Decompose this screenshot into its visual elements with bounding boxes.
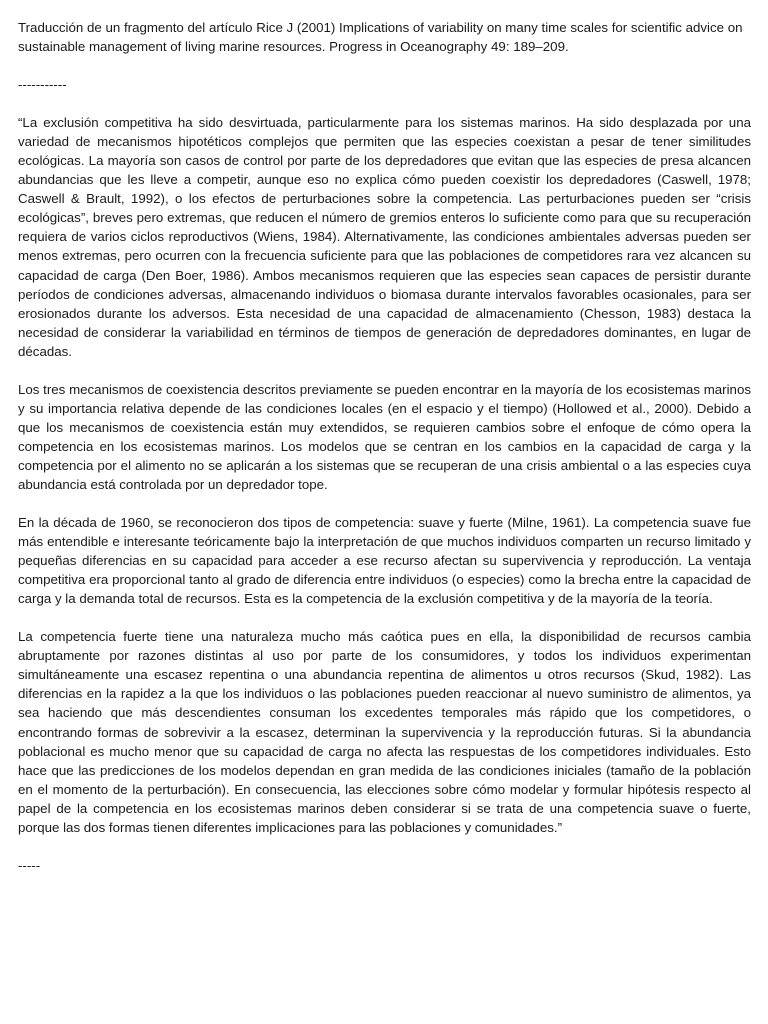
spacer bbox=[18, 494, 751, 513]
article-reference-header: Traducción de un fragmento del artículo Rice J (2001) Implications of variability on many time scales for scientific advice on sustainable management of living marine resources. Progress in Oceanography 49: 189–209. bbox=[18, 20, 743, 55]
document-page bbox=[18, 18, 751, 875]
top-separator: ----------- bbox=[18, 77, 67, 93]
paragraph-3: En la década de 1960, se reconocieron dos tipos de competencia: suave y fuerte (Milne, 1961). La competencia suave fue más entendible e interesante teóricamente bajo la interpretación de que muchos individuos comparten un recurso limitado y pequeñas diferencias en su capacidad para acceder a ese recurso afectan su supervivencia y reproducción. La ventaja competitiva era proporcional tanto al grado de diferencia entre individuos (o especies) como la brecha entre la capacidad de carga y la demanda total de recursos. Esta es la competencia de la exclusión competitiva y de la mayoría de la teoría. bbox=[18, 515, 751, 607]
bottom-separator: ----- bbox=[18, 857, 41, 873]
spacer bbox=[18, 56, 751, 75]
spacer bbox=[18, 837, 751, 856]
spacer bbox=[18, 608, 751, 627]
paragraph-4: La competencia fuerte tiene una naturaleza mucho más caótica pues en ella, la disponibilidad de recursos cambia abruptamente por razones distintas al uso por parte de los consumidores, y todos los individuos experimentan simultáneamente una escasez repentina o una abundancia repentina de alimentos u otros recursos (Skud, 1982). Las diferencias en la rapidez a la que los individuos o las poblaciones pueden reaccionar al nuevo suministro de alimentos, ya sea haciendo que más descendientes consuman los excedentes temporales más rápido que los competidores, o encontrando formas de sobrevivir a la escasez, determinan la supervivencia y la reproducción futuras. Si la abundancia poblacional es mucho menor que su capacidad de carga no afecta las respuestas de los competidores individuales. Esto hace que las predicciones de los modelos dependan en gran medida de las condiciones iniciales (tamaño de la población en el momento de la perturbación). En consecuencia, las elecciones sobre cómo modelar y formular hipótesis respecto al papel de la competencia en los ecosistemas marinos deben considerar si se trata de una competencia suave o fuerte, porque las dos formas tienen diferentes implicaciones para las poblaciones y comunidades.” bbox=[18, 629, 751, 835]
paragraph-1: “La exclusión competitiva ha sido desvirtuada, particularmente para los sistemas marinos. Ha sido desplazada por una variedad de mecanismos hipotéticos complejos que permiten que las especies coexistan a pesar de tener similitudes ecológicas. La mayoría son casos de control por parte de los depredadores que evitan que las especies de presa alcancen abundancias que les lleve a competir, aunque eso no explica cómo pueden coexistir los depredadores (Caswell, 1978; Caswell & Brault, 1992), o los efectos de perturbaciones sobre la competencia. Las perturbaciones pueden ser “crisis ecológicas”, breves pero extremas, que reducen el número de gremios enteros lo suficiente como para que su recuperación requiera de varios ciclos reproductivos (Wiens, 1984). Alternativamente, las condiciones ambientales adversas pueden ser menos extremas, pero ocurren con la frecuencia suficiente para que las poblaciones de competidores rara vez alcancen su capacidad de carga (Den Boer, 1986). Ambos mecanismos requieren que las especies sean capaces de persistir durante períodos de condiciones adversas, almacenando individuos o biomasa durante intervalos favorables ocasionales, para ser erosionados durante los adversos. Esta necesidad de una capacidad de almacenamiento (Chesson, 1983) destaca la necesidad de considerar la variabilidad en términos de tiempos de generación de depredadores dominantes, en lugar de décadas. bbox=[18, 115, 751, 359]
paragraph-2: Los tres mecanismos de coexistencia descritos previamente se pueden encontrar en la mayoría de los ecosistemas marinos y su importancia relativa depende de las condiciones locales (en el espacio y el tiempo) (Hollowed et al., 2000). Debido a que los mecanismos de coexistencia están muy extendidos, se requieren cambios sobre el enfoque de cómo opera la competencia en los ecosistemas marinos. Los modelos que se centran en los cambios en la capacidad de carga y la competencia por el alimento no se aplicarán a los sistemas que se recuperan de una crisis ambiental o a las especies cuya abundancia está controlada por un depredador tope. bbox=[18, 381, 751, 492]
spacer bbox=[18, 361, 751, 380]
spacer bbox=[18, 94, 751, 113]
